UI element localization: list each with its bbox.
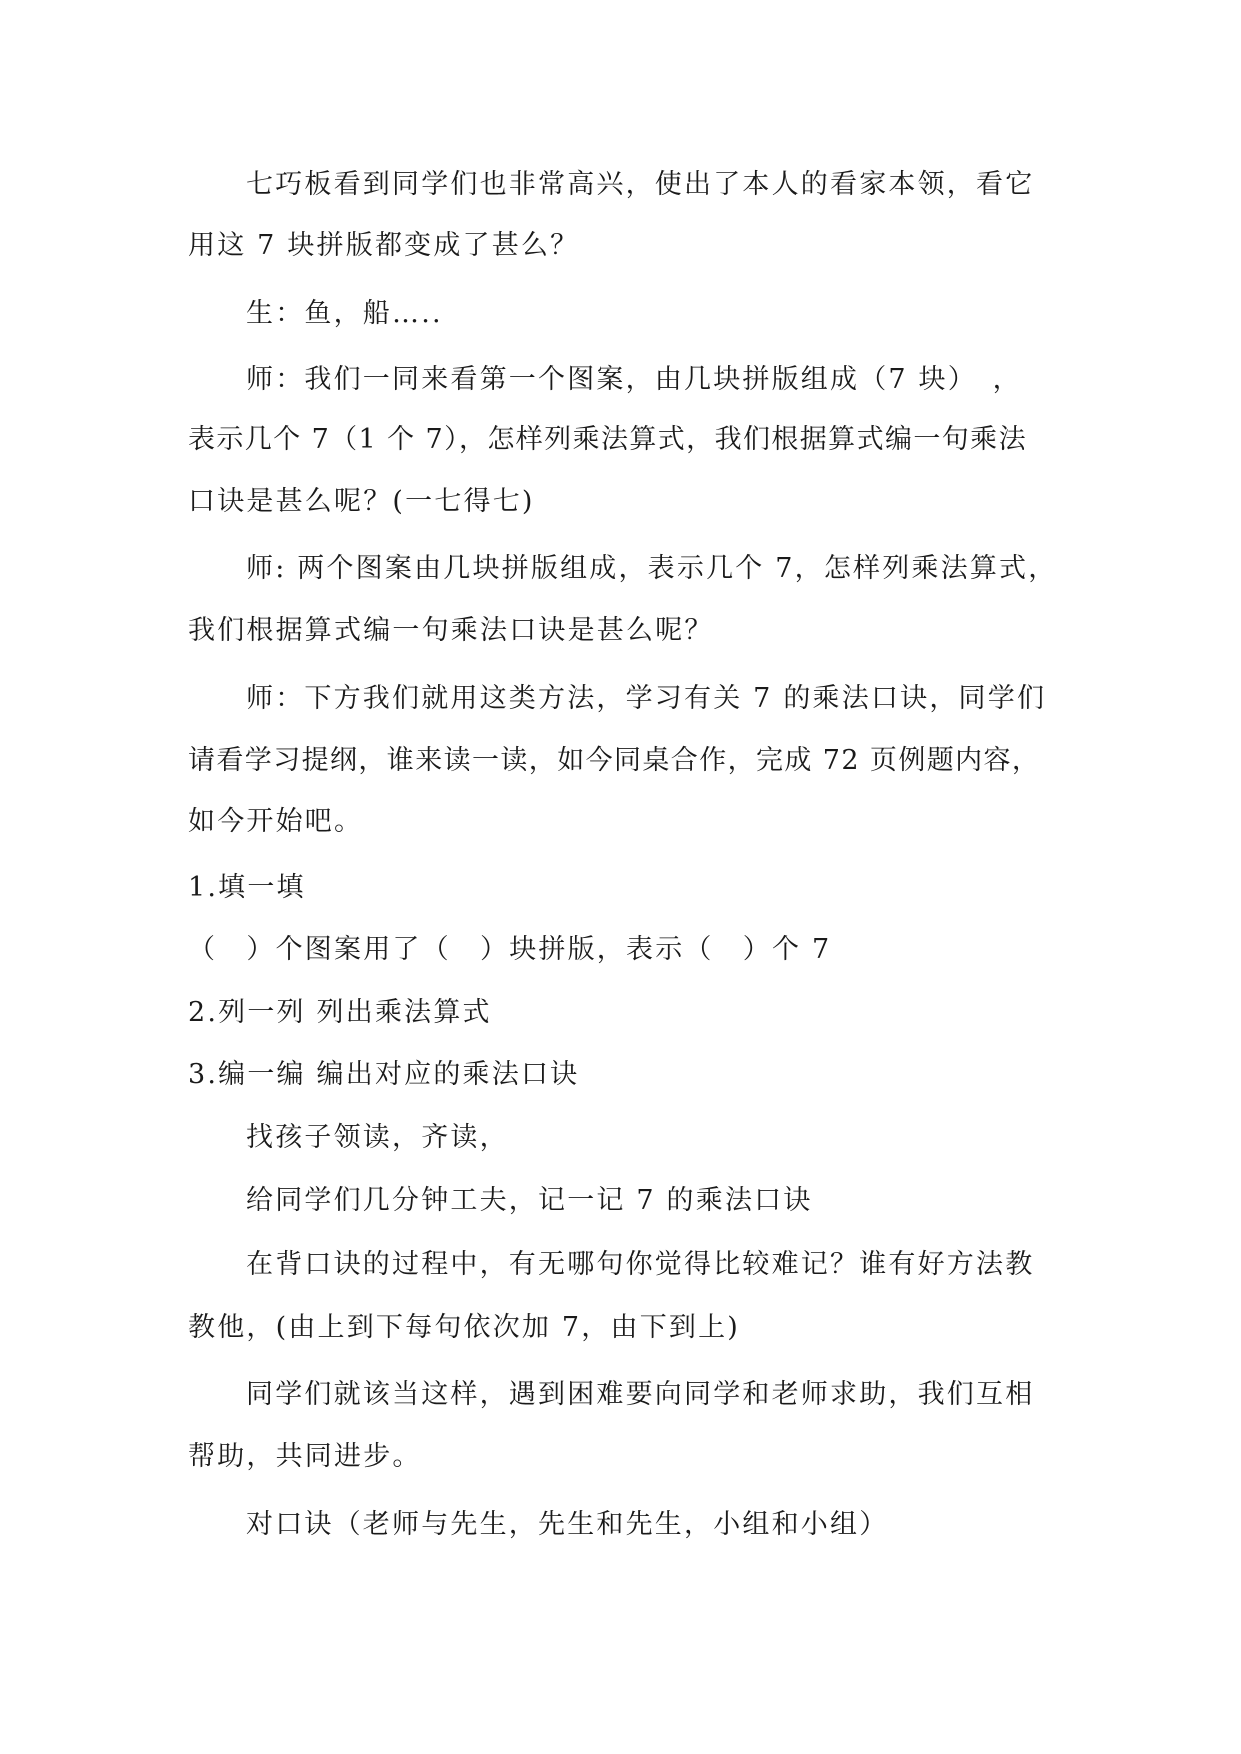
paragraph-line: 七巧板看到同学们也非常高兴，使出了本人的看家本领，看它 — [246, 169, 1035, 200]
paragraph-line: 对口诀（老师与先生，先生和先生，小组和小组） — [246, 1509, 889, 1540]
paragraph-line: 用这 7 块拼版都变成了甚么？ — [188, 230, 580, 261]
paragraph-line: 给同学们几分钟工夫，记一记 7 的乘法口诀 — [246, 1185, 813, 1216]
paragraph-line: 找孩子领读，齐读， — [246, 1122, 509, 1153]
fill-in-blank-line: （ ）个图案用了（ ）块拼版，表示（ ）个 7 — [188, 934, 832, 965]
paragraph-line: 口诀是甚么呢？(一七得七) — [188, 486, 535, 517]
paragraph-line: 生：鱼，船….. — [246, 298, 443, 329]
list-item: 3.编一编 编出对应的乘法口诀 — [188, 1059, 580, 1090]
list-item: 1.填一填 — [188, 872, 306, 903]
paragraph-line: 帮助，共同进步。 — [188, 1441, 422, 1472]
paragraph-line: 同学们就该当这样，遇到困难要向同学和老师求助，我们互相 — [246, 1379, 1035, 1410]
paragraph-line: 我们根据算式编一句乘法口诀是甚么呢？ — [188, 615, 714, 646]
paragraph-line: 师: 两个图案由几块拼版组成，表示几个 7，怎样列乘法算式， — [246, 553, 1058, 584]
paragraph-line: 教他，(由上到下每句依次加 7，由下到上) — [188, 1312, 741, 1343]
list-item: 2.列一列 列出乘法算式 — [188, 997, 492, 1028]
paragraph-line: 表示几个 7（1 个 7），怎样列乘法算式，我们根据算式编一句乘法 — [188, 424, 1027, 455]
paragraph-line: 请看学习提纲，谁来读一读，如今同桌合作，完成 72 页例题内容， — [188, 745, 1041, 776]
paragraph-line: 师：下方我们就用这类方法，学习有关 7 的乘法口诀，同学们 — [246, 683, 1047, 714]
paragraph-line: 如今开始吧。 — [188, 806, 364, 837]
paragraph-line: 在背口诀的过程中，有无哪句你觉得比较难记？谁有好方法教 — [246, 1249, 1035, 1280]
paragraph-line: 师：我们一同来看第一个图案，由几块拼版组成（7 块） ， — [246, 364, 1022, 395]
